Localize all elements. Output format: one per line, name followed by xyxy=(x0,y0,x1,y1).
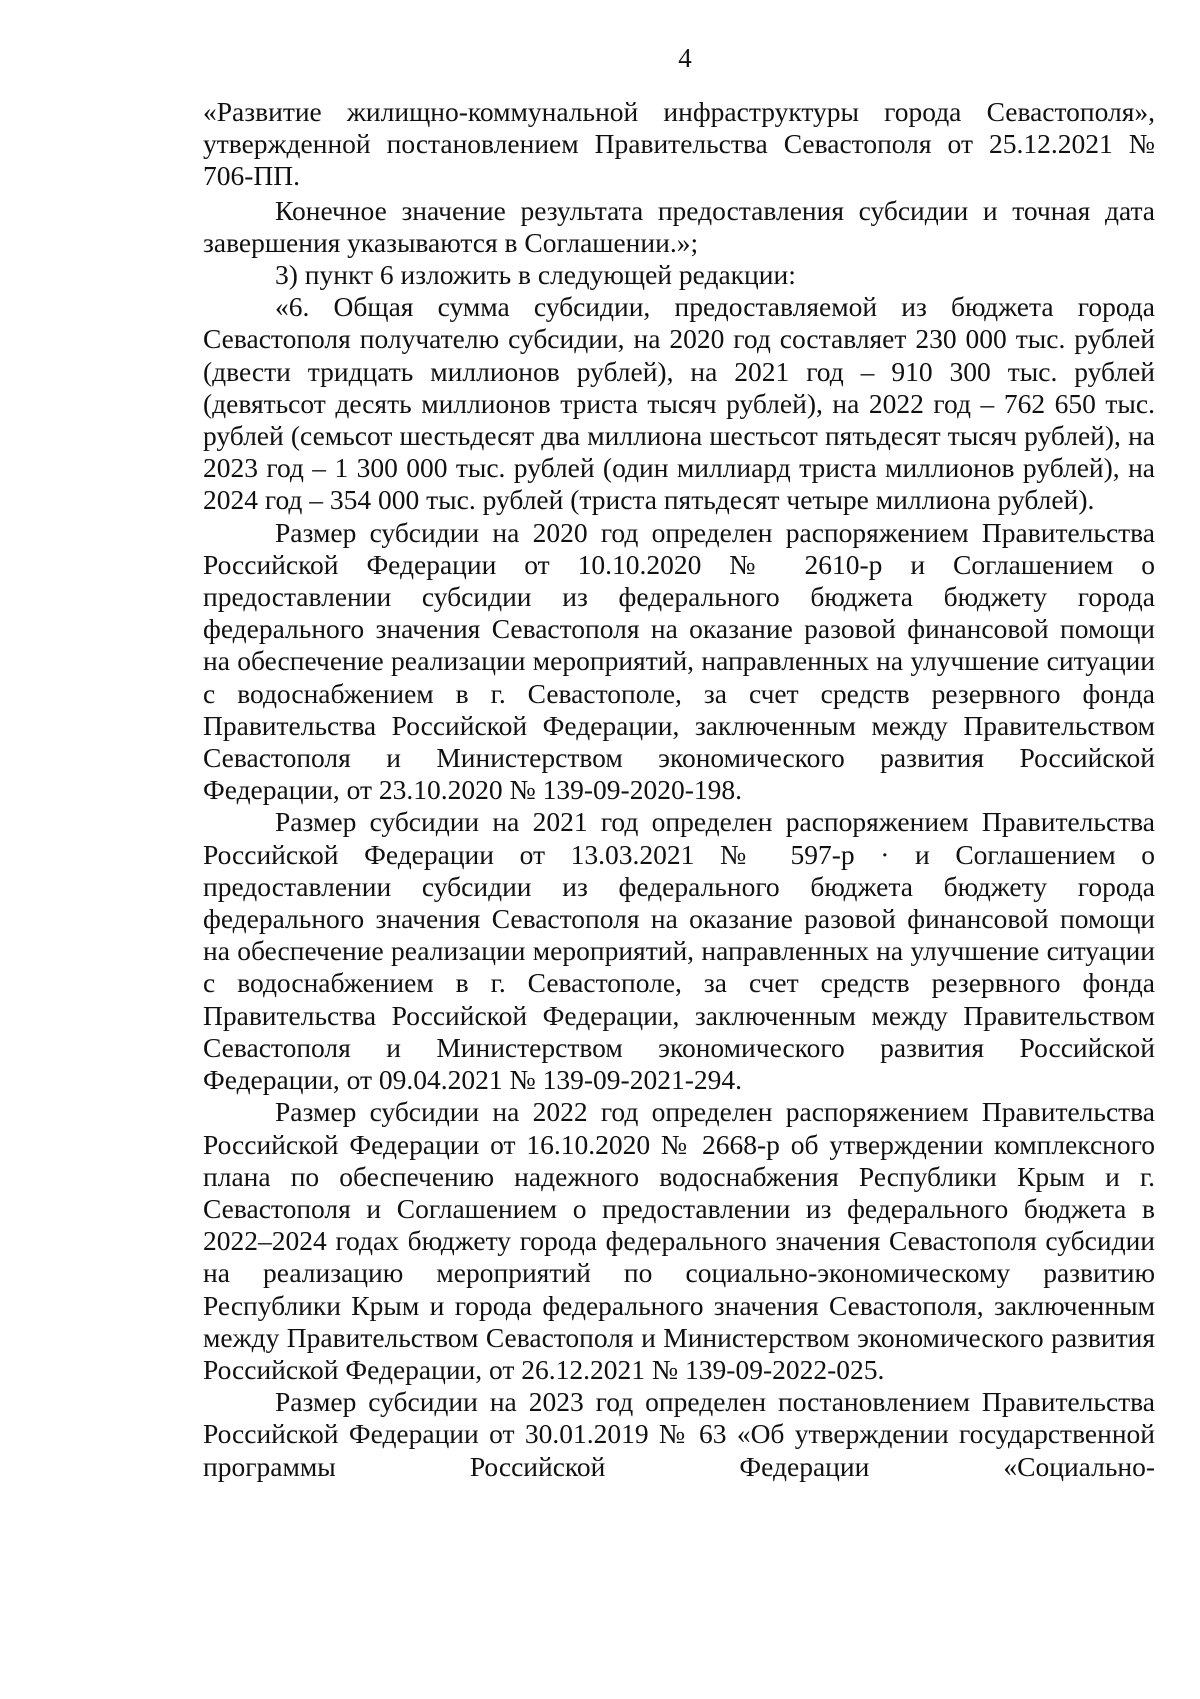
paragraph-amendment-point: 3) пункт 6 изложить в следующей редакции: xyxy=(275,259,796,291)
paragraph-subsidy-2020: Размер субсидии на 2020 год определен распоряжением Правительства Российской Федерации от 10.10.2020 № 2610-р и Соглашением о предоставлении субсидии из федерального бюджета бюджету города федерального значения Севастополя на оказание разовой финансовой помощи на обеспечение реализации мероприятий, направленных на улучшение ситуации с водоснабжением в г. Севастополе, за счет средств резервного фонда Правительства Российской Федерации, заключенным между Правительством Севастополя и Министерством экономического развития Российской Федерации, от 23.10.2020 № 139-09-2020-198. xyxy=(203,516,1155,806)
paragraph-subsidy-2022: Размер субсидии на 2022 год определен распоряжением Правительства Российской Федерации от 16.10.2020 № 2668-р об утверждении комплексного плана по обеспечению надежного водоснабжения Республики Крым и г. Севастополя и Соглашением о предоставлении из федерального бюджета в 2022–2024 годах бюджету города федерального значения Севастополя субсидии на реализацию мероприятий по социально-экономическому развитию Республики Крым и города федерального значения Севастополя, заключенным между Правительством Севастополя и Министерством экономического развития Российской Федерации, от 26.12.2021 № 139-09-2022-025. xyxy=(203,1096,1155,1385)
paragraph-final-value: Конечное значение результата предоставления субсидии и точная дата завершения указываются в Соглашении.»; xyxy=(203,194,1155,258)
page-number: 4 xyxy=(678,43,692,73)
paragraph-subsidy-2021: Размер субсидии на 2021 год определен распоряжением Правительства Российской Федерации от 13.03.2021 № 597-р · и Соглашением о предоставлении субсидии из федерального бюджета бюджету города федерального значения Севастополя на оказание разовой финансовой помощи на обеспечение реализации мероприятий, направленных на улучшение ситуации с водоснабжением в г. Севастополе, за счет средств резервного фонда Правительства Российской Федерации, заключенным между Правительством Севастополя и Министерством экономического развития Российской Федерации, от 09.04.2021 № 139-09-2021-294. xyxy=(203,806,1155,1096)
paragraph-subsidy-2023: Размер субсидии на 2023 год определен постановлением Правительства Российской Федерации от 30.01.2019 № 63 «Об утверждении государственной программы Российской Федерации «Социально- xyxy=(203,1386,1155,1482)
document-body xyxy=(203,96,1155,1483)
paragraph-total-subsidy: «6. Общая сумма субсидии, предоставляемой из бюджета города Севастополя получателю субсидии, на 2020 год составляет 230 000 тыс. рублей (двести тридцать миллионов рублей), на 2021 год – 910 300 тыс. рублей (девятьсот десять миллионов триста тысяч рублей), на 2022 год – 762 650 тыс. рублей (семьсот шестьдесят два миллиона шестьсот пятьдесят тысяч рублей), на 2023 год – 1 300 000 тыс. рублей (один миллиард триста миллионов рублей), на 2024 год – 354 000 тыс. рублей (триста пятьдесят четыре миллиона рублей). xyxy=(203,291,1155,516)
paragraph-program-reference: «Развитие жилищно-коммунальной инфраструктуры города Севастополя», утвержденной постановлением Правительства Севастополя от 25.12.2021 № 706-ПП. xyxy=(203,96,1155,192)
